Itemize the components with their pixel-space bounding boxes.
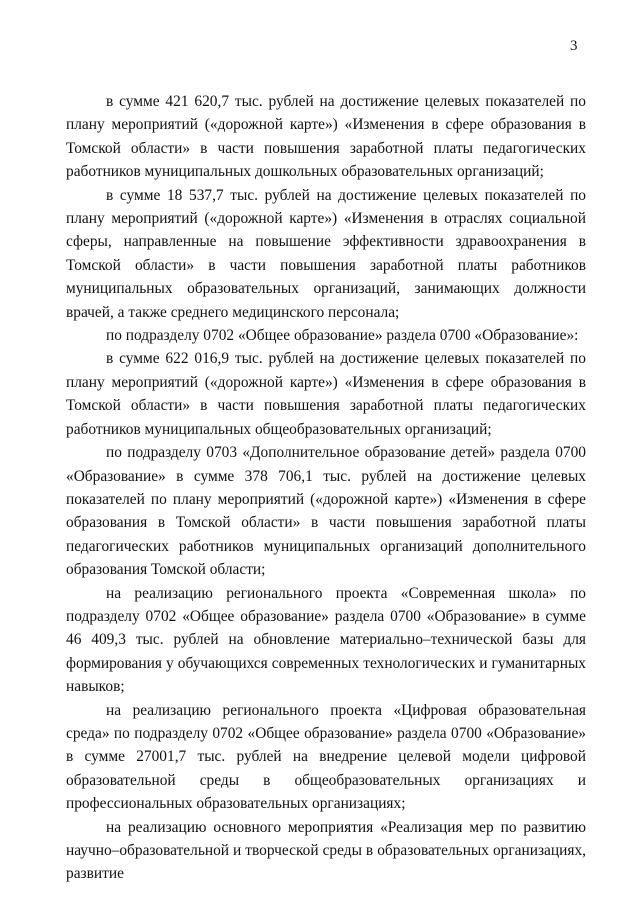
paragraph: на реализацию основного мероприятия «Реализация мер по развитию научно–образовательной и творческой среды в образовательных организациях, развитие — [66, 818, 586, 883]
paragraph: по подразделу 0702 «Общее образование» раздела 0700 «Образование»: — [106, 327, 579, 345]
paragraph: в сумме 421 620,7 тыс. рублей на достижение целевых показателей по плану мероприятий («дорожной карте») «Изменения в сфере образования в Томской области» в части повышения заработной платы педагогических работников муниципальных дошкольных образовательных организаций; — [66, 93, 586, 181]
paragraph: в сумме 18 537,7 тыс. рублей на достижение целевых показателей по плану мероприятий («дорожной карте») «Изменения в отраслях социальной сферы, направленные на повышение эффективности здравоохранения в Томской области» в части повышения заработной платы работников муниципальных образовательных организаций, занимающих должности врачей, а также среднего медицинского персонала; — [66, 186, 586, 321]
paragraph: на реализацию регионального проекта «Современная школа» по подразделу 0702 «Общее образование» раздела 0700 «Образование» в сумме 46 409,3 тыс. рублей на обновление материально–технической базы для формирования у обучающихся современных технологических и гуманитарных навыков; — [66, 584, 586, 696]
paragraph: в сумме 622 016,9 тыс. рублей на достижение целевых показателей по плану мероприятий («дорожной карте») «Изменения в сфере образования в Томской области» в части повышения заработной платы педагогических работников муниципальных общеобразовательных организаций; — [66, 350, 586, 438]
document-body — [66, 90, 586, 886]
page-number: 3 — [570, 38, 578, 54]
paragraph: по подразделу 0703 «Дополнительное образование детей» раздела 0700 «Образование» в сумме 378 706,1 тыс. рублей на достижение целевых показателей по плану мероприятий («дорожной карте») «Изменения в сфере образования в Томской области» в части повышения заработной платы педагогических работников муниципальных организаций дополнительного образования Томской области; — [66, 444, 586, 579]
paragraph: на реализацию регионального проекта «Цифровая образовательная среда» по подразделу 0702 «Общее образование» раздела 0700 «Образование» в сумме 27001,7 тыс. рублей на внедрение целевой модели цифровой образовательной среды в общеобразовательных организациях и профессиональных образовательных организациях; — [66, 701, 586, 813]
